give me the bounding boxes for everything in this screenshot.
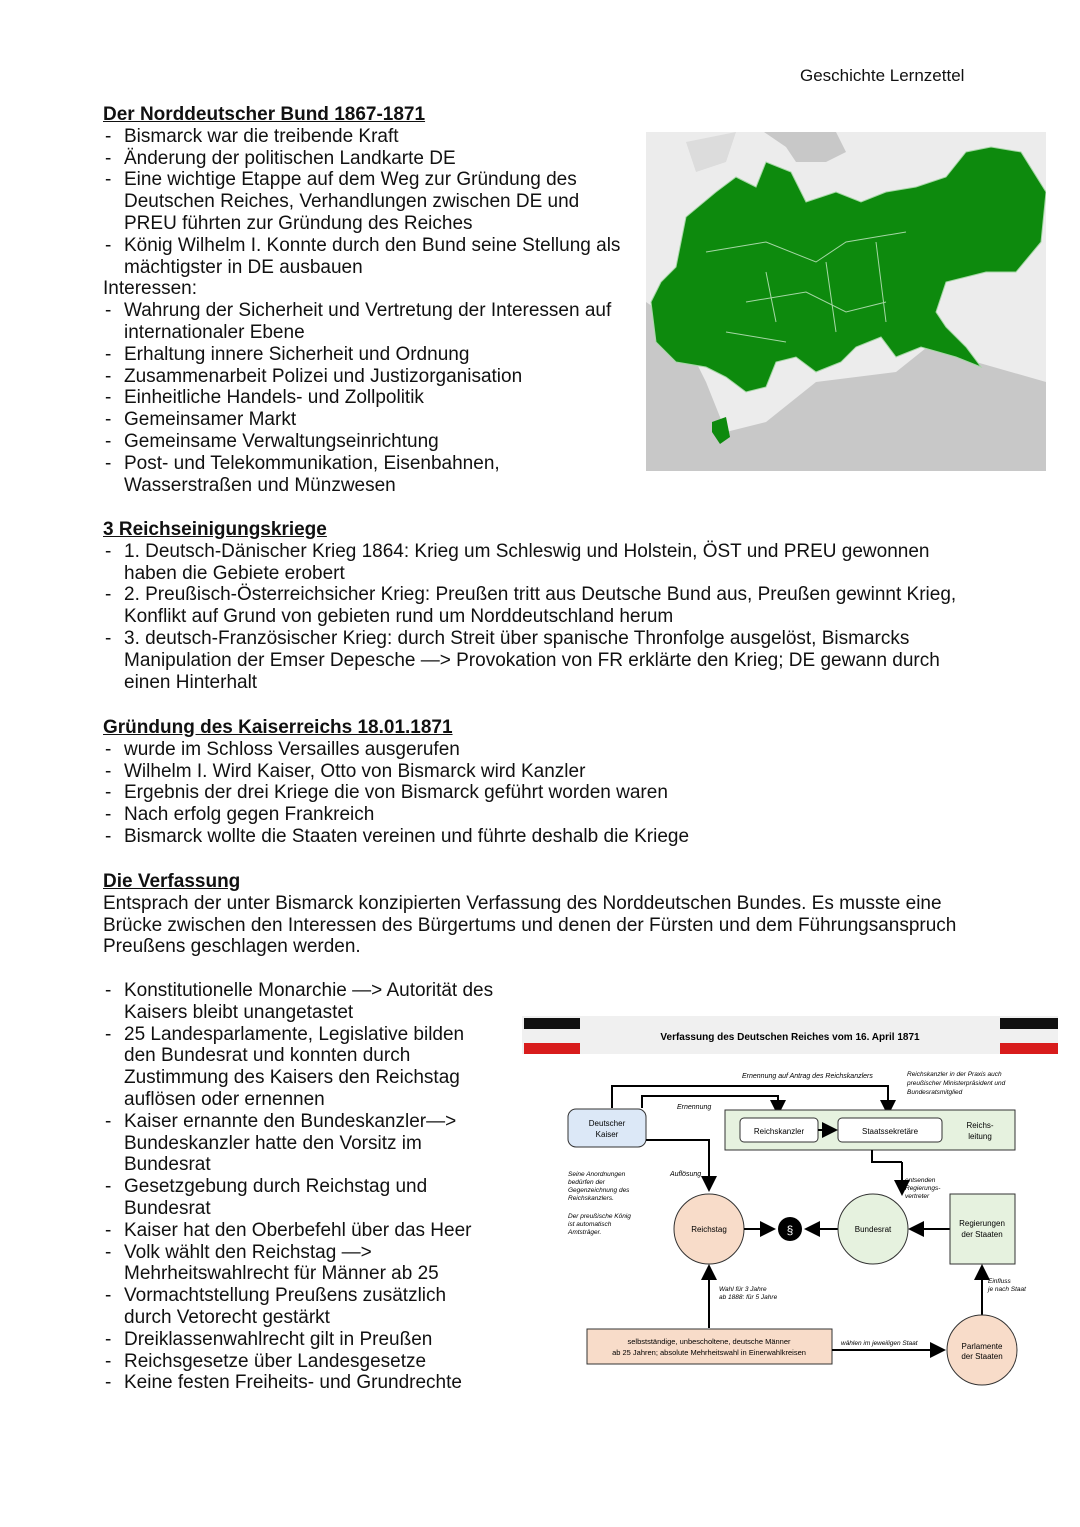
svg-text:Gegenzeichnung des: Gegenzeichnung des bbox=[568, 1187, 630, 1194]
bullet-list bbox=[103, 126, 633, 279]
note-aufloesung: Auflösung bbox=[670, 1171, 702, 1178]
svg-text:der Staaten: der Staaten bbox=[961, 1230, 1003, 1239]
list-item: - Dreiklassenwahlrecht gilt in Preußen bbox=[103, 1329, 498, 1351]
list-item: - Zusammenarbeit Polizei und Justizorganisation bbox=[103, 366, 633, 388]
note-anordnungen: Seine Anordnungen bbox=[568, 1171, 626, 1178]
note-einfluss: Einfluss bbox=[988, 1278, 1011, 1285]
svg-text:Reichskanzlers.: Reichskanzlers. bbox=[568, 1195, 614, 1202]
bullet-list bbox=[103, 739, 983, 848]
kaiser-box bbox=[568, 1109, 646, 1147]
list-item: - Wahrung der Sicherheit und Vertretung der Interessen auf internationaler Ebene bbox=[103, 300, 633, 344]
list-item: - Änderung der politischen Landkarte DE bbox=[103, 148, 633, 170]
list-item: - 2. Preußisch-Österreichsicher Krieg: Preußen tritt aus Deutsche Bund aus, Preußen gewinnt Krieg, Konflikt auf Grund von gebieten rund um Norddeutschland herum bbox=[103, 584, 983, 628]
list-item: - 25 Landesparlamente, Legislative bilden den Bundesrat und konnten durch Zustimmung des Kaisers den Reichstag auflösen oder ernennen bbox=[103, 1024, 498, 1111]
list-item: - Konstitutionelle Monarchie —> Autorität des Kaisers bleibt unangetastet bbox=[103, 980, 498, 1024]
svg-text:je nach Staat: je nach Staat bbox=[988, 1286, 1026, 1293]
svg-text:Bundesrat: Bundesrat bbox=[854, 1225, 892, 1234]
svg-text:ab 1888: für 5 Jahre: ab 1888: für 5 Jahre bbox=[719, 1294, 778, 1301]
section-title: Die Verfassung bbox=[103, 871, 241, 892]
list-item: - Gemeinsamer Markt bbox=[103, 409, 633, 431]
list-item: - Gemeinsame Verwaltungseinrichtung bbox=[103, 431, 633, 453]
list-item: - Nach erfolg gegen Frankreich bbox=[103, 804, 983, 826]
svg-text:Amtsträger.: Amtsträger. bbox=[568, 1229, 602, 1236]
svg-text:§: § bbox=[786, 1223, 794, 1237]
svg-text:Regierungen: Regierungen bbox=[959, 1219, 1005, 1228]
section-verfassung bbox=[103, 871, 963, 958]
section-title: Der Norddeutscher Bund 1867-1871 bbox=[103, 104, 426, 125]
page-header: Geschichte Lernzettel bbox=[800, 66, 965, 85]
list-item: - Keine festen Freiheits- und Grundrechte bbox=[103, 1372, 498, 1394]
section-title: Gründung des Kaiserreichs 18.01.1871 bbox=[103, 717, 453, 738]
svg-text:Deutscher: Deutscher bbox=[588, 1119, 626, 1128]
list-item: - 1. Deutsch-Dänischer Krieg 1864: Krieg um Schleswig und Holstein, ÖST und PREU gewonnen haben die Gebiete erobert bbox=[103, 541, 983, 585]
note-entsenden: entsenden bbox=[905, 1177, 936, 1184]
svg-text:Reichstag: Reichstag bbox=[691, 1225, 727, 1234]
diagram-title: Verfassung des Deutschen Reiches vom 16. April 1871 bbox=[660, 1032, 920, 1043]
svg-text:selbstständige, unbescholtene,: selbstständige, unbescholtene, deutsche Männer bbox=[627, 1337, 791, 1346]
list-item: - Ergebnis der drei Kriege die von Bismarck geführt worden waren bbox=[103, 782, 983, 804]
bullet-list bbox=[103, 300, 633, 496]
list-item: - Vormachtstellung Preußens zusätzlich durch Vetorecht gestärkt bbox=[103, 1285, 498, 1329]
verfassung-diagram bbox=[522, 1010, 1062, 1390]
svg-text:ab 25 Jahren; absolute Mehrhei: ab 25 Jahren; absolute Mehrheitswahl in Einerwahlkreisen bbox=[612, 1348, 806, 1357]
note-wahl: Wahl für 3 Jahre bbox=[719, 1286, 767, 1293]
list-item: - Kaiser hat den Oberbefehl über das Heer bbox=[103, 1220, 498, 1242]
list-item: - Kaiser ernannte den Bundeskanzler—> Bundeskanzler hatte den Vorsitz im Bundesrat bbox=[103, 1111, 498, 1176]
note-ernennung-antrag: Ernennung auf Antrag des Reichskanzlers bbox=[742, 1073, 873, 1080]
list-item: - Volk wählt den Reichstag —> Mehrheitswahlrecht für Männer ab 25 bbox=[103, 1242, 498, 1286]
svg-text:Parlamente: Parlamente bbox=[961, 1342, 1003, 1351]
svg-text:Reichskanzler: Reichskanzler bbox=[753, 1127, 805, 1136]
svg-text:Kaiser: Kaiser bbox=[595, 1130, 619, 1139]
note-waehlen: wählen im jeweiligen Staat bbox=[841, 1340, 918, 1347]
list-item: - Erhaltung innere Sicherheit und Ordnung bbox=[103, 344, 633, 366]
note-ernennung: Ernennung bbox=[677, 1104, 712, 1111]
north-german-confederation-map bbox=[646, 132, 1046, 471]
flag-black-right bbox=[1000, 1018, 1058, 1029]
flag-red-left bbox=[524, 1043, 580, 1054]
list-item: - Eine wichtige Etappe auf dem Weg zur Gründung des Deutschen Reiches, Verhandlungen zwischen DE und PREU führten zur Gründung des Reiches bbox=[103, 169, 633, 234]
list-item: - Post- und Telekommunikation, Eisenbahnen, Wasserstraßen und Münzwesen bbox=[103, 453, 633, 497]
section-norddeutscher-bund bbox=[103, 104, 633, 496]
svg-text:der Staaten: der Staaten bbox=[961, 1352, 1003, 1361]
list-item: - Reichsgesetze über Landesgesetze bbox=[103, 1351, 498, 1373]
list-item: - wurde im Schloss Versailles ausgerufen bbox=[103, 739, 983, 761]
bullet-list bbox=[103, 980, 498, 1394]
reichsleitung-label: Reichs- bbox=[966, 1121, 994, 1130]
list-item: - Bismarck wollte die Staaten vereinen und führte deshalb die Kriege bbox=[103, 826, 983, 848]
svg-text:Staatssekretäre: Staatssekretäre bbox=[861, 1127, 919, 1136]
flag-black-left bbox=[524, 1018, 580, 1029]
note-koenig: Der preußische König bbox=[568, 1213, 631, 1220]
svg-text:preußischer Ministerpräsident: preußischer Ministerpräsident und bbox=[907, 1080, 1006, 1087]
subheading: Interessen: bbox=[103, 278, 197, 300]
section-kaiserreich bbox=[103, 717, 983, 848]
svg-text:bedürfen der: bedürfen der bbox=[568, 1179, 605, 1186]
svg-text:Regierungs-: Regierungs- bbox=[905, 1185, 941, 1192]
regierungen-box bbox=[950, 1194, 1015, 1264]
list-item: - Bismarck war die treibende Kraft bbox=[103, 126, 633, 148]
list-item: - 3. deutsch-Französischer Krieg: durch Streit über spanische Thronfolge ausgelöst, Bismarcks Manipulation der Emser Depesche —> Provokation von FR erklärte den Krieg; DE gewann durch einen Hinterhalt bbox=[103, 628, 983, 693]
svg-text:Bundesratsmitglied: Bundesratsmitglied bbox=[907, 1089, 963, 1096]
list-item: - Wilhelm I. Wird Kaiser, Otto von Bismarck wird Kanzler bbox=[103, 761, 983, 783]
paragraph: Entsprach der unter Bismarck konzipierten Verfassung des Norddeutschen Bundes. Es musste eine Brücke zwischen den Interessen des Bürgertums und denen der Fürsten und dem Führungsanspruch Preußens geschlagen werden. bbox=[103, 892, 957, 958]
maenner-box bbox=[587, 1329, 832, 1364]
bullet-list bbox=[103, 541, 983, 694]
section-title: 3 Reichseinigungskriege bbox=[103, 519, 327, 540]
flag-red-right bbox=[1000, 1043, 1058, 1054]
note-reichskanzler: Reichskanzler in der Praxis auch bbox=[907, 1071, 1002, 1078]
list-item: - Einheitliche Handels- und Zollpolitik bbox=[103, 387, 633, 409]
svg-text:leitung: leitung bbox=[968, 1132, 992, 1141]
list-item: - König Wilhelm I. Konnte durch den Bund seine Stellung als mächtigster in DE ausbauen bbox=[103, 235, 633, 279]
verfassung-bullets bbox=[103, 980, 498, 1394]
list-item: - Gesetzgebung durch Reichstag und Bundesrat bbox=[103, 1176, 498, 1220]
svg-text:vertreter: vertreter bbox=[905, 1193, 930, 1200]
svg-text:ist automatisch: ist automatisch bbox=[568, 1221, 612, 1228]
section-reichseinigungskriege bbox=[103, 519, 983, 693]
